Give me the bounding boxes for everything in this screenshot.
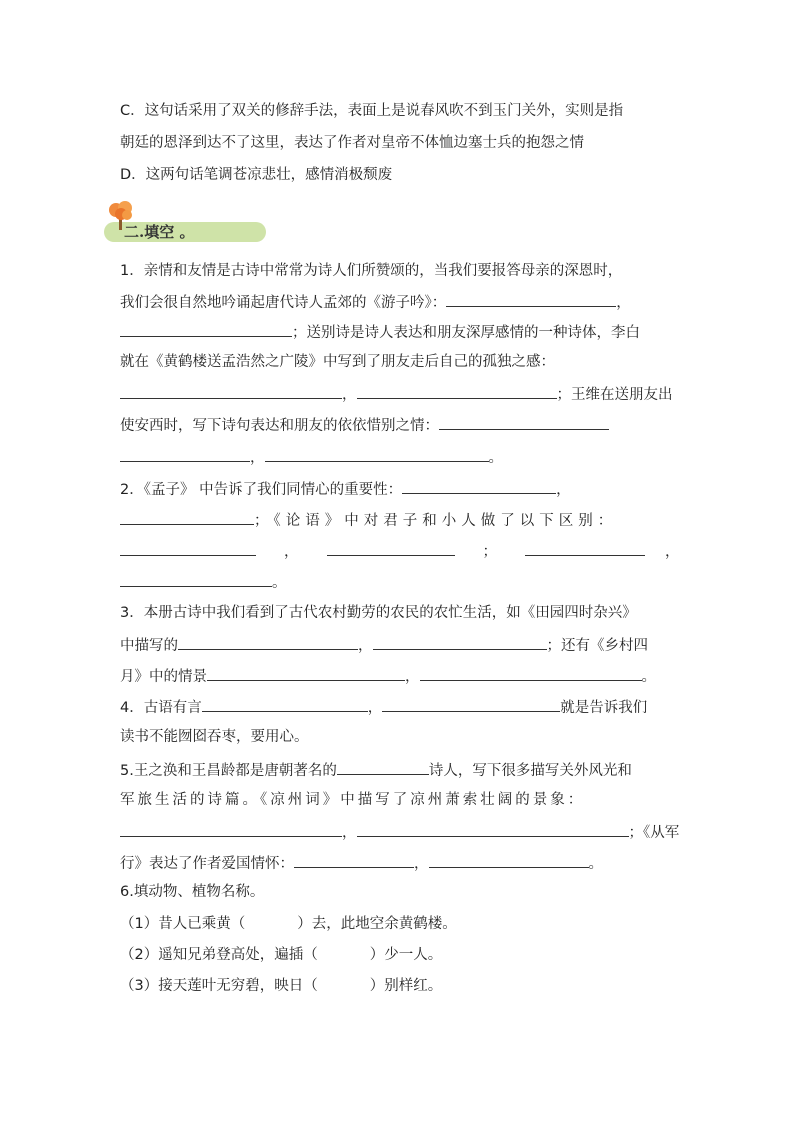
q5-line-3: [120, 821, 679, 843]
q3-line-1: 3．本册古诗中我们看到了古代农村勤劳的农民的农忙生活，如《田园四时杂兴》: [120, 605, 637, 621]
q5-text: 行》表达了作者爱国情怀：: [120, 856, 294, 872]
q1-line-7: [120, 446, 503, 468]
q1-text: ；送别诗是诗人表达和朋友深厚感情的一种诗体，李白: [292, 325, 640, 341]
q2-line-2: [120, 509, 617, 531]
q6-item-post: ）少一人。: [369, 947, 443, 963]
punct: ，: [284, 544, 299, 560]
option-d-line: D．这两句话笔调苍凉悲壮，感情消极颓废: [120, 167, 393, 183]
answer-blank[interactable]: [357, 383, 557, 399]
q1-text: 我们会很自然地吟诵起唐代诗人孟郊的《游子吟》：: [120, 295, 447, 311]
q3-line-2: [120, 634, 648, 656]
q2-text: 2．《孟子》 中告诉了我们同情心的重要性：: [120, 482, 403, 498]
q5-line-4: [120, 852, 603, 874]
option-c-line-2: 朝廷的恩泽到达不了这里，表达了作者对皇帝不体恤边塞士兵的抱怨之情: [120, 135, 584, 151]
q1-line-6: [120, 414, 609, 436]
answer-blank[interactable]: [382, 696, 560, 712]
answer-blank[interactable]: [120, 509, 254, 525]
answer-blank[interactable]: [402, 478, 556, 494]
q1-line-5: [120, 383, 673, 405]
section-header: [104, 220, 266, 242]
answer-blank[interactable]: [120, 383, 342, 399]
answer-blank[interactable]: [120, 540, 256, 556]
answer-blank[interactable]: [120, 821, 342, 837]
q6-title: 6.填动物、植物名称。: [120, 884, 265, 900]
q3-text: 中描写的: [120, 638, 178, 654]
q1-line-2: [120, 291, 631, 313]
q4-line-2: 读书不能囫囵吞枣，要用心。: [120, 729, 309, 745]
option-c-line-1: C．这句话采用了双关的修辞手法，表面上是说春风吹不到玉门关外，实则是指: [120, 103, 624, 119]
q2-text: ；《论语》中对君子和小人做了以下区别：: [254, 513, 618, 529]
answer-blank[interactable]: [439, 414, 609, 430]
q4-text: 4．古语有言: [120, 700, 202, 716]
q5-text: ；《从军: [628, 825, 680, 841]
punct: ，: [556, 482, 571, 498]
punct: 。: [588, 856, 603, 872]
punct: ，: [665, 544, 680, 560]
q1-line-3: [120, 321, 640, 343]
q6-item-pre: （1）昔人已乘黄（: [120, 916, 246, 932]
q6-item-post: ）去，此地空余黄鹤楼。: [297, 916, 457, 932]
q5-text: 5.王之涣和王昌龄都是唐朝著名的: [120, 763, 337, 779]
punct: ，: [250, 450, 265, 466]
answer-blank[interactable]: [337, 759, 429, 775]
q1-text: 使安西时，写下诗句表达和朋友的依依惜别之情：: [120, 418, 439, 434]
answer-blank[interactable]: [327, 540, 455, 556]
q3-text: ；还有《乡村四: [546, 638, 648, 654]
punct: ，: [414, 856, 429, 872]
answer-blank[interactable]: [202, 696, 368, 712]
q1-line-4: 就在《黄鹤楼送孟浩然之广陵》中写到了朋友走后自己的孤独之感：: [120, 354, 555, 370]
answer-blank[interactable]: [265, 446, 489, 462]
punct: ，: [367, 700, 383, 716]
q6-item-pre: （2）遥知兄弟登高处，遍插（: [120, 947, 318, 963]
q5-text: 军旅生活的诗篇。《凉州词》中描写了凉州萧索壮阔的景象：: [120, 792, 586, 808]
punct: ，: [405, 669, 420, 685]
q4-text: 就是告诉我们: [560, 700, 648, 716]
answer-blank[interactable]: [373, 634, 547, 650]
punct: ，: [358, 638, 373, 654]
q6-item-post: ）别样红。: [369, 978, 443, 994]
answer-blank[interactable]: [178, 634, 358, 650]
q1-line-1: 1．亲情和友情是古诗中常常为诗人们所赞颂的，当我们要报答母亲的深恩时，: [120, 263, 623, 279]
answer-blank[interactable]: [120, 446, 250, 462]
answer-blank[interactable]: [120, 571, 272, 587]
answer-blank[interactable]: [207, 665, 405, 681]
q5-line-2: [120, 790, 585, 810]
q2-line-3: [120, 540, 680, 562]
answer-blank[interactable]: [420, 665, 642, 681]
punct: 。: [641, 669, 656, 685]
q5-line-1: [120, 759, 632, 781]
section-title: 二.填空 。: [124, 223, 195, 241]
punct: ，: [342, 387, 357, 403]
answer-blank[interactable]: [294, 852, 414, 868]
q6-item-2: [120, 945, 442, 965]
q5-text: 诗人，写下很多描写关外风光和: [428, 763, 632, 779]
q2-line-1: [120, 478, 571, 500]
q4-line-1: [120, 696, 647, 718]
punct: 。: [272, 575, 287, 591]
q1-text: ；王维在送朋友出: [556, 387, 673, 403]
q6-item-pre: （3）接天莲叶无穷碧，映日（: [120, 978, 318, 994]
q3-line-3: [120, 665, 656, 687]
q6-item-1: [120, 914, 457, 934]
punct: 。: [488, 450, 503, 466]
answer-blank[interactable]: [357, 821, 629, 837]
q2-line-4: [120, 571, 287, 593]
punct: ；: [482, 544, 497, 560]
answer-blank[interactable]: [446, 291, 616, 307]
punct: ，: [342, 825, 357, 841]
q3-text: 月》中的情景: [120, 669, 207, 685]
answer-blank[interactable]: [429, 852, 589, 868]
answer-blank[interactable]: [525, 540, 645, 556]
q6-item-3: [120, 976, 442, 996]
punct: ，: [616, 295, 631, 311]
answer-blank[interactable]: [120, 321, 292, 337]
